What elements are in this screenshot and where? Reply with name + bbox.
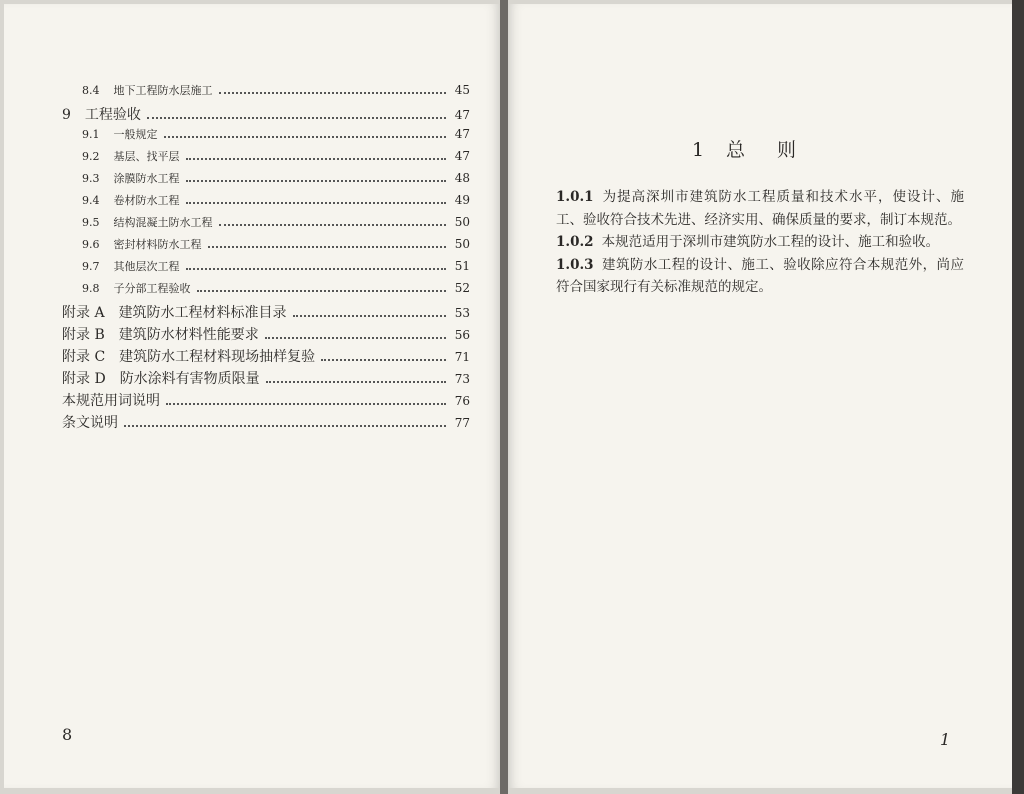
right-page	[508, 4, 1012, 788]
toc-entry	[62, 280, 470, 302]
toc-entry-title: 子分部工程验收	[113, 282, 191, 295]
leader-dots	[186, 201, 447, 204]
leader-dots	[147, 116, 446, 119]
toc-entry	[62, 324, 470, 346]
leader-dots	[219, 91, 447, 94]
toc-entry-title: 结构混凝土防水工程	[113, 216, 213, 229]
toc-entry-title: 基层、找平层	[113, 150, 180, 163]
table-of-contents	[62, 82, 470, 434]
toc-entry-title: 建筑防水工程材料标准目录	[118, 305, 287, 321]
toc-entry-title: 条文说明	[62, 415, 118, 431]
toc-entry-number: 9.8	[82, 282, 100, 295]
toc-entry-page: 47	[454, 127, 470, 141]
clause-number: 1.0.2	[556, 234, 594, 250]
toc-entry-page: 52	[454, 281, 470, 295]
leader-dots	[124, 424, 446, 427]
toc-entry	[62, 192, 470, 214]
toc-entry-page: 76	[454, 394, 470, 408]
toc-entry-number: 9.4	[82, 194, 100, 207]
leader-dots	[197, 289, 447, 292]
toc-entry	[62, 390, 470, 412]
page-number-left: 8	[62, 725, 73, 744]
leader-dots	[164, 135, 447, 138]
clause-paragraph	[556, 254, 964, 299]
toc-entry	[62, 346, 470, 368]
toc-entry-title: 工程验收	[84, 107, 141, 123]
leader-dots	[166, 402, 446, 405]
toc-entry	[62, 104, 470, 126]
toc-entry-title: 一般规定	[113, 128, 158, 141]
leader-dots	[293, 314, 446, 317]
toc-entry-number: 附录 B	[62, 327, 105, 343]
toc-entry-number: 附录 D	[62, 371, 106, 387]
toc-entry-number: 附录 A	[62, 305, 105, 321]
toc-entry	[62, 214, 470, 236]
toc-entry-title: 涂膜防水工程	[113, 172, 180, 185]
leader-dots	[219, 223, 447, 226]
clause-text: 本规范适用于深圳市建筑防水工程的设计、施工和验收。	[601, 234, 940, 250]
toc-entry-number: 9	[62, 107, 71, 123]
toc-entry-title: 地下工程防水层施工	[113, 84, 213, 97]
toc-entry-page: 49	[454, 193, 470, 207]
toc-entry	[62, 82, 470, 104]
toc-entry-number: 9.7	[82, 260, 100, 273]
chapter-body	[556, 186, 964, 299]
toc-entry	[62, 302, 470, 324]
chapter-title: 总则	[726, 139, 829, 161]
toc-entry-number: 9.6	[82, 238, 100, 251]
toc-entry-title: 建筑防水材料性能要求	[118, 327, 259, 343]
clause-number: 1.0.3	[556, 256, 594, 273]
toc-entry-page: 73	[454, 372, 470, 386]
clause-text: 建筑防水工程的设计、施工、验收除应符合本规范外，尚应符合国家现行有关标准规范的规定。	[556, 256, 964, 295]
toc-entry-number: 9.2	[82, 150, 100, 163]
leader-dots	[186, 179, 447, 182]
leader-dots	[208, 245, 447, 248]
toc-entry	[62, 258, 470, 280]
book-gutter	[500, 0, 508, 794]
toc-entry-page: 56	[454, 328, 470, 342]
toc-entry	[62, 148, 470, 170]
clause-paragraph	[556, 231, 964, 254]
toc-entry-title: 防水涂料有害物质限量	[119, 371, 260, 387]
page-number-right: 1	[940, 730, 951, 749]
toc-entry-page: 47	[454, 108, 470, 122]
toc-entry-number: 8.4	[82, 84, 100, 97]
toc-entry	[62, 412, 470, 434]
toc-entry-title: 卷材防水工程	[113, 194, 180, 207]
chapter-heading	[508, 135, 1012, 162]
toc-entry-title: 其他层次工程	[113, 260, 180, 273]
toc-entry-page: 47	[454, 149, 470, 163]
toc-entry	[62, 236, 470, 258]
toc-entry-title: 本规范用词说明	[62, 393, 160, 409]
toc-entry-page: 45	[454, 83, 470, 97]
toc-entry-number: 9.3	[82, 172, 100, 185]
toc-entry-page: 51	[454, 259, 470, 273]
leader-dots	[265, 336, 446, 339]
toc-entry-title: 建筑防水工程材料现场抽样复验	[119, 349, 316, 365]
toc-entry-page: 77	[454, 416, 470, 430]
toc-entry-page: 50	[454, 215, 470, 229]
toc-entry	[62, 170, 470, 192]
toc-entry-title: 密封材料防水工程	[113, 238, 202, 251]
leader-dots	[266, 380, 446, 383]
clause-text: 为提高深圳市建筑防水工程质量和技术水平，使设计、施工、验收符合技术先进、经济实用、确保质量的要求，制订本规范。	[556, 189, 964, 228]
toc-entry-number: 9.5	[82, 216, 100, 229]
toc-entry-number: 附录 C	[62, 349, 106, 365]
toc-entry-page: 48	[454, 171, 470, 185]
toc-entry	[62, 368, 470, 390]
clause-number: 1.0.1	[556, 189, 594, 205]
toc-entry	[62, 126, 470, 148]
leader-dots	[321, 358, 446, 361]
page-edge-shadow	[1012, 0, 1024, 794]
toc-entry-page: 50	[454, 237, 470, 251]
toc-entry-page: 71	[454, 350, 470, 364]
chapter-number: 1	[691, 139, 707, 161]
toc-entry-page: 53	[454, 306, 470, 320]
left-page	[4, 4, 500, 788]
leader-dots	[186, 157, 447, 160]
toc-entry-number: 9.1	[82, 128, 100, 141]
clause-paragraph	[556, 186, 964, 231]
leader-dots	[186, 267, 447, 270]
